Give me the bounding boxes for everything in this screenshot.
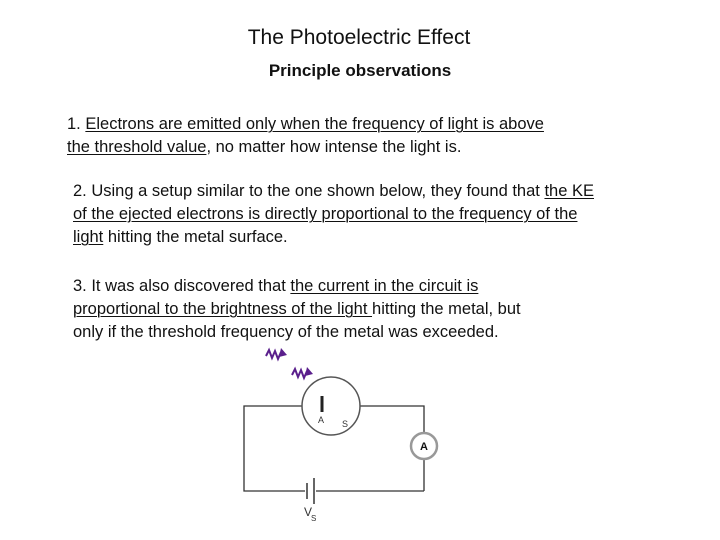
- vacuum-tube: [302, 377, 360, 435]
- observation-1-underlined-a: Electrons are emitted only when the frequency of light is above: [85, 115, 544, 133]
- observation-3-text-a: 3. It was also discovered that: [73, 277, 291, 295]
- page-subtitle: Principle observations: [268, 61, 452, 80]
- anode-label: A: [318, 415, 325, 425]
- observation-3-underlined-b: proportional to the brightness of the light: [73, 300, 373, 318]
- observation-3-line-3: only if the threshold frequency of the metal was exceeded.: [73, 323, 499, 341]
- ammeter-label: A: [420, 441, 428, 453]
- observation-2-underlined-a: the KE: [544, 182, 594, 200]
- photon-squiggle-icon: [266, 348, 287, 359]
- source-label: S: [342, 419, 349, 429]
- battery-icon: [307, 478, 314, 504]
- observation-2-underlined-b: of the ejected electrons is directly proportional to the frequency of the: [73, 205, 578, 223]
- page-title: The Photoelectric Effect: [247, 26, 471, 49]
- observation-2-text-c: hitting the metal surface.: [103, 228, 288, 246]
- observation-3-underlined-a: the current in the circuit is: [290, 277, 479, 295]
- observation-3-text-b: hitting the metal, but: [372, 300, 521, 318]
- voltage-label-subscript: S: [311, 514, 317, 523]
- observation-1-number: 1.: [67, 115, 86, 133]
- ammeter: [411, 433, 437, 459]
- voltage-label: V: [304, 505, 313, 519]
- observation-1-text-b: , no matter how intense the light is.: [206, 138, 462, 156]
- observation-2-text-a: 2. Using a setup similar to the one shown below, they found that: [73, 182, 545, 200]
- observation-1-underlined-b: the threshold value: [67, 138, 207, 156]
- observation-2-underlined-c: light: [73, 228, 104, 246]
- photon-squiggle-icon: [292, 367, 313, 378]
